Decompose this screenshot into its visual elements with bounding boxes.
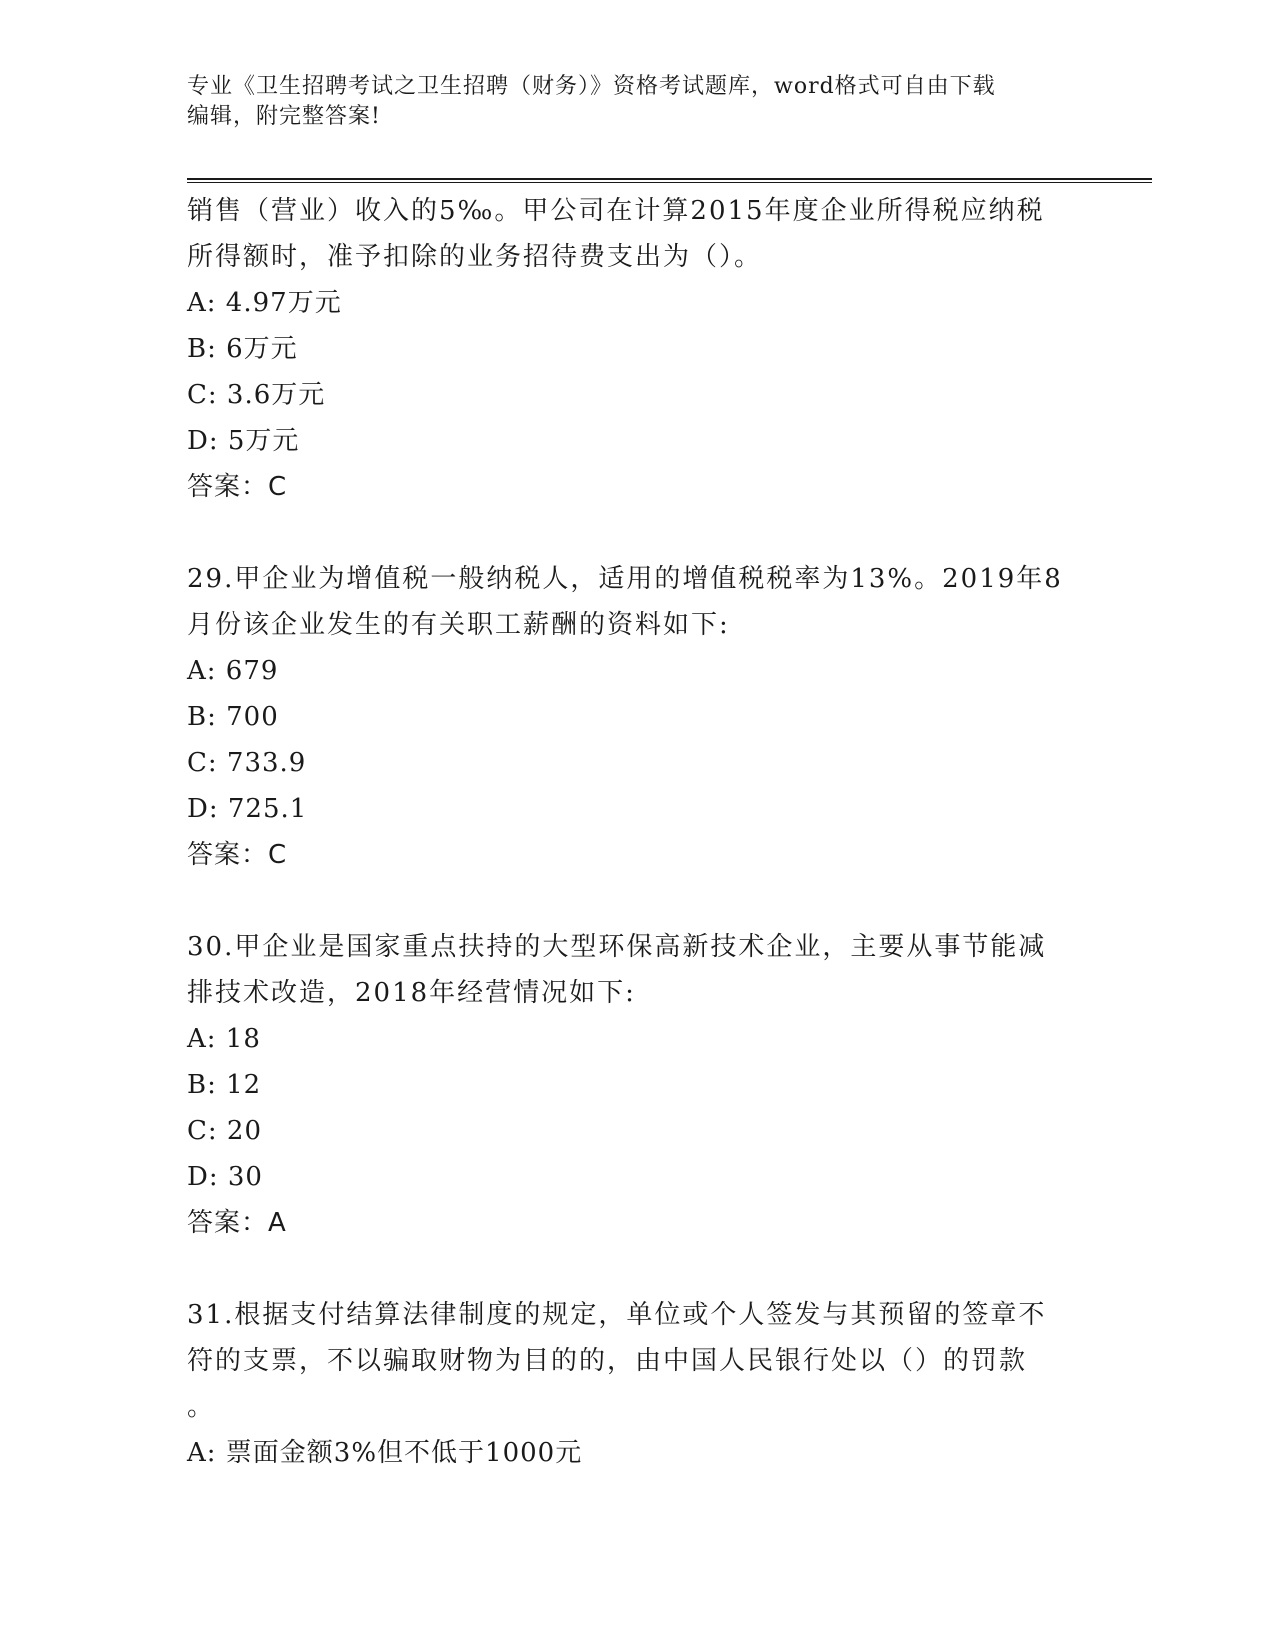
header-line-2: 编辑，附完整答案!	[187, 104, 381, 129]
option-b: B: 700	[187, 702, 279, 732]
spacer	[187, 510, 1087, 556]
option-a: A: 票面金额3%但不低于1000元	[187, 1438, 583, 1468]
question-text-line: 符的支票，不以骗取财物为目的的，由中国人民银行处以（）的罚款	[187, 1346, 1028, 1376]
question-text-line: 所得额时，准予扣除的业务招待费支出为（）。	[187, 242, 763, 272]
answer: 答案：C	[187, 840, 288, 870]
question-28	[187, 188, 1087, 510]
question-text-line: 销售（营业）收入的5‰。甲公司在计算2015年度企业所得税应纳税	[187, 196, 1045, 226]
question-text-line: 31.根据支付结算法律制度的规定，单位或个人签发与其预留的签章不	[187, 1300, 1047, 1330]
question-list	[187, 188, 1087, 1476]
option-d: D: 5万元	[187, 426, 300, 456]
spacer	[187, 878, 1087, 924]
option-a: A: 4.97万元	[187, 288, 342, 318]
question-text-line: 29.甲企业为增值税一般纳税人，适用的增值税税率为13%。2019年8	[187, 564, 1063, 594]
spacer	[187, 1246, 1087, 1292]
header-divider	[187, 178, 1152, 183]
question-text-line: 月份该企业发生的有关职工薪酬的资料如下:	[187, 610, 730, 640]
option-b: B: 12	[187, 1070, 262, 1100]
answer: 答案：C	[187, 472, 288, 502]
question-30	[187, 924, 1087, 1246]
question-text-line: 。	[187, 1392, 216, 1422]
header-line-1: 专业《卫生招聘考试之卫生招聘（财务）》资格考试题库，word格式可自由下载	[187, 74, 996, 99]
option-a: A: 18	[187, 1024, 261, 1054]
option-a: A: 679	[187, 656, 279, 686]
option-c: C: 20	[187, 1116, 263, 1146]
question-text-line: 排技术改造，2018年经营情况如下:	[187, 978, 636, 1008]
question-31	[187, 1292, 1087, 1476]
question-29	[187, 556, 1087, 878]
document-header	[187, 72, 1067, 132]
option-d: D: 30	[187, 1162, 263, 1192]
answer: 答案：A	[187, 1208, 287, 1238]
option-c: C: 3.6万元	[187, 380, 326, 410]
question-text-line: 30.甲企业是国家重点扶持的大型环保高新技术企业，主要从事节能减	[187, 932, 1047, 962]
option-c: C: 733.9	[187, 748, 307, 778]
option-b: B: 6万元	[187, 334, 298, 364]
option-d: D: 725.1	[187, 794, 308, 824]
